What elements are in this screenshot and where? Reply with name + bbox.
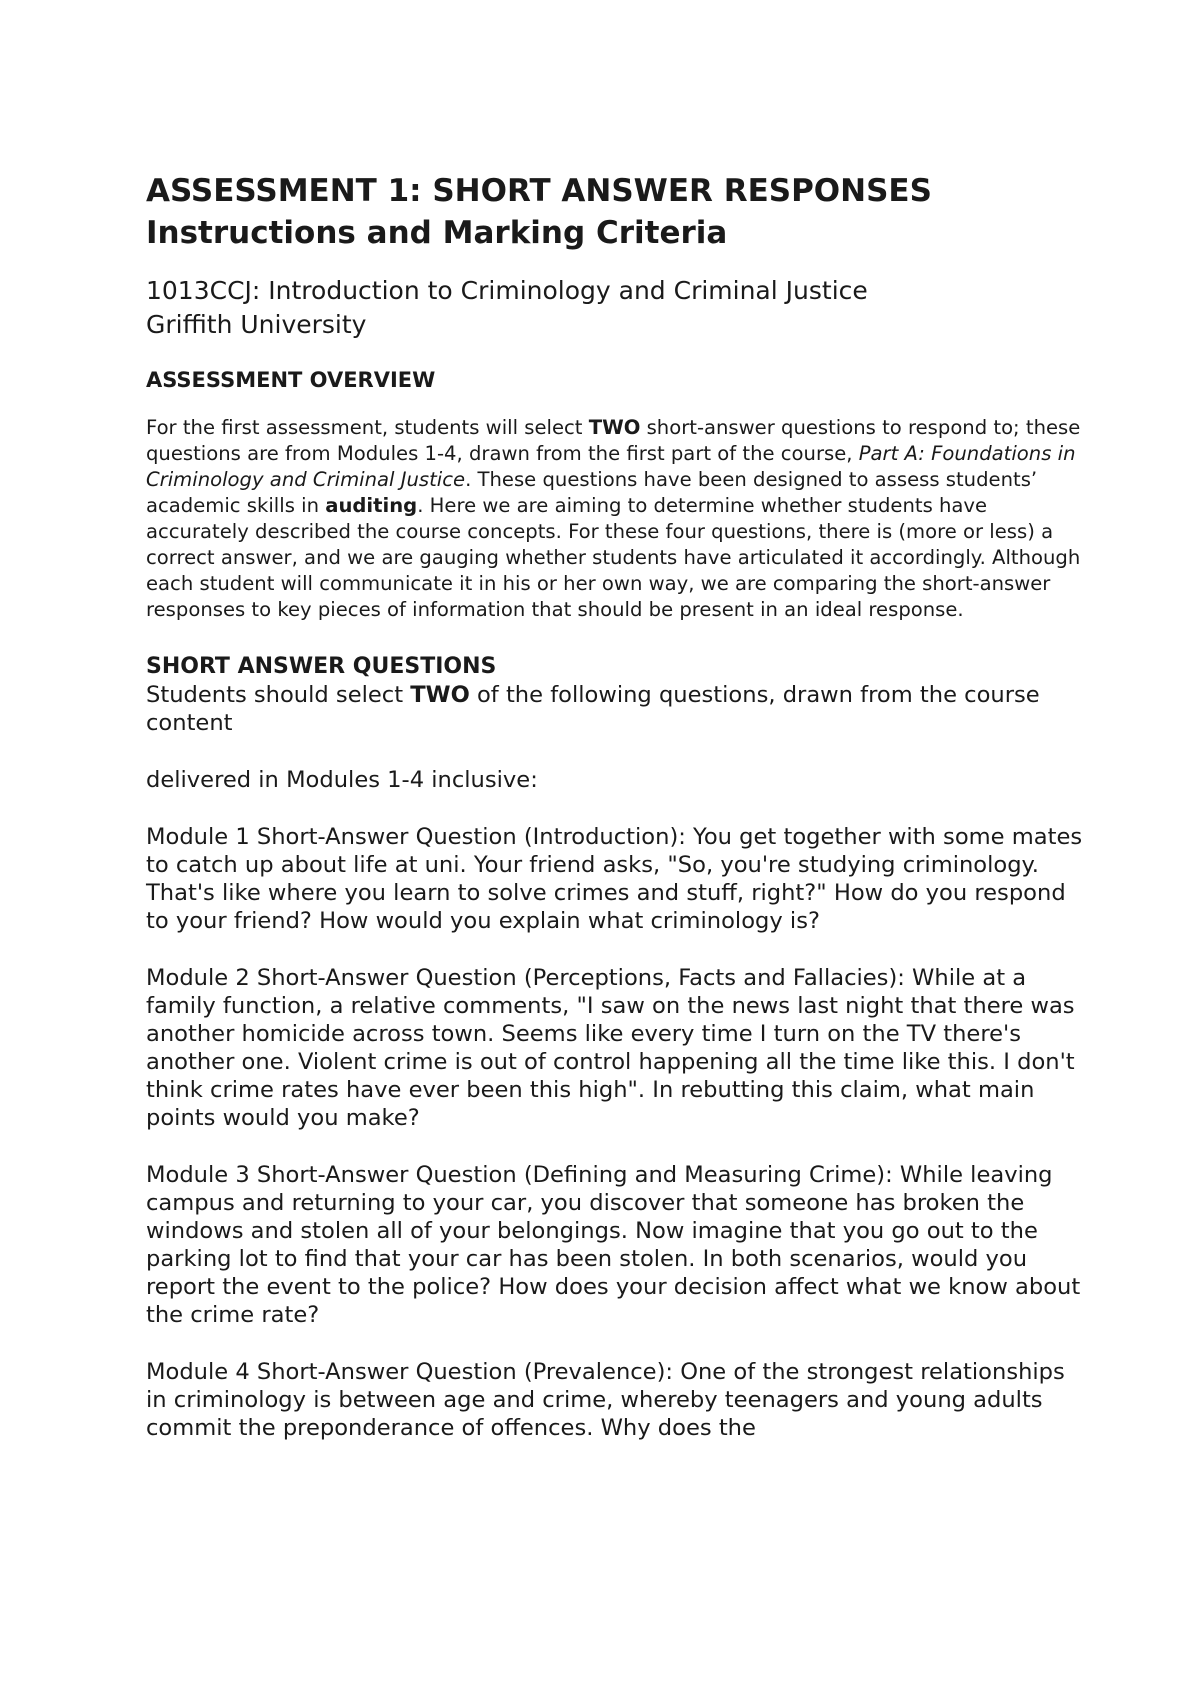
- overview-text-2: short-answer questions to respond to; these questions are from Modules 1-4, drawn from the first part of the course,: [146, 416, 1081, 465]
- course-info: [146, 274, 1086, 342]
- overview-two-emphasis: TWO: [588, 416, 641, 439]
- overview-part-a-title: Part A: Foundations in Criminology and Criminal Justice: [146, 442, 1076, 491]
- questions-heading: SHORT ANSWER QUESTIONS: [146, 654, 497, 679]
- question-module-2: Module 2 Short-Answer Question (Perceptions, Facts and Fallacies): While at a family function, a relative comments, "I saw on the news last night that there was another homicide across town. Seems like every time I turn on the TV there's another one. Violent crime is out of control happening all the time like this. I don't think crime rates have ever been this high". In rebutting this claim, what main points would you make?: [146, 965, 1075, 1131]
- intro-two-emphasis: TWO: [410, 682, 470, 708]
- question-module-1: Module 1 Short-Answer Question (Introduction): You get together with some mates to catch up about life at uni. Your friend asks, "So, you're studying criminology. That's like where you learn to solve crimes and stuff, right?" How do you respond to your friend? How would you explain what criminology is?: [146, 824, 1083, 934]
- question-module-3: Module 3 Short-Answer Question (Defining and Measuring Crime): While leaving campus and returning to your car, you discover that someone has broken the windows and stolen all of your belongings. Now imagine that you go out to the parking lot to find that your car has been stolen. In both scenarios, would you report the event to the police? How does your decision affect what we know about the crime rate?: [146, 1162, 1081, 1328]
- questions-intro-continued: delivered in Modules 1-4 inclusive:: [146, 767, 538, 793]
- question-module-4: Module 4 Short-Answer Question (Prevalence): One of the strongest relationships in criminology is between age and crime, whereby teenagers and young adults commit the preponderance of offences. Why does the: [146, 1359, 1065, 1441]
- document-title: [146, 170, 1086, 254]
- title-line-2: Instructions and Marking Criteria: [146, 215, 728, 251]
- overview-text-3: . These questions have been designed to assess students’ academic skills in: [146, 468, 1038, 517]
- overview-paragraph: [146, 415, 1086, 623]
- document-page: [146, 170, 1086, 1442]
- intro-text-1: Students should select: [146, 682, 411, 708]
- overview-text-4: . Here we are aiming to determine whether students have accurately described the course concepts. For these four questions, there is (more or less) a correct answer, and we are gauging whether students have articulated it accordingly. Although each student will communicate it in his or her own way, we are comparing the short-answer responses to key pieces of information that should be present in an ideal response.: [146, 494, 1081, 621]
- university-name: Griffith University: [146, 310, 367, 339]
- overview-text-1: For the first assessment, students will select: [146, 416, 589, 439]
- overview-auditing-emphasis: auditing: [325, 494, 418, 517]
- questions-intro: [146, 681, 1086, 737]
- overview-heading: ASSESSMENT OVERVIEW: [146, 368, 436, 392]
- intro-text-2: of the following questions, drawn from the course content: [146, 682, 1040, 736]
- title-line-1: ASSESSMENT 1: SHORT ANSWER RESPONSES: [146, 173, 932, 209]
- course-name: 1013CCJ: Introduction to Criminology and Criminal Justice: [146, 276, 868, 305]
